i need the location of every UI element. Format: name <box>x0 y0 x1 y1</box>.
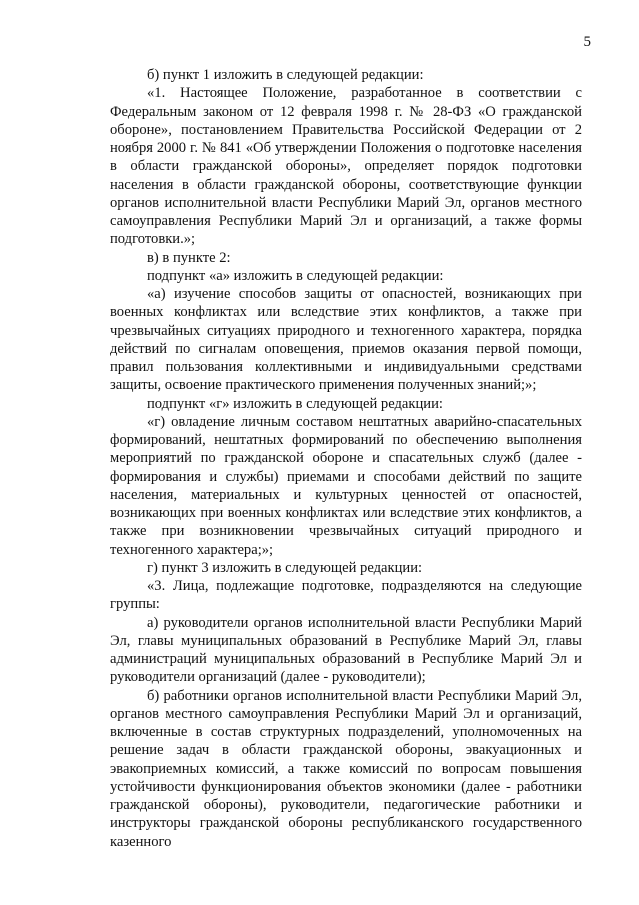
paragraph: б) пункт 1 изложить в следующей редакции: <box>147 67 424 83</box>
document-body <box>110 66 582 851</box>
paragraph: б) работники органов исполнительной власти Республики Марий Эл, органов местного самоуправления Республики Марий Эл и организаций, включенные в состав структурных подразделений, уполномоченных на решение задач в области гражданской обороны, эвакуационных и эвакоприемных комиссий, а также комиссий по вопросам повышения устойчивости функционирования объектов экономики (далее - работники гражданской обороны), руководители, педагогические работники и инструкторы гражданской обороны республиканского государственного казенного <box>110 687 582 850</box>
paragraph: г) пункт 3 изложить в следующей редакции: <box>147 559 423 576</box>
paragraph: «1. Настоящее Положение, разработанное в соответствии с Федеральным законом от 12 февраля 1998 г. № 28-ФЗ «О гражданской обороне», постановлением Правительства Российской Федерации от 2 ноября 2000 г. № 841 «Об утверждении Положения о подготовке населения в области гражданской обороны», определяет порядок подготовки населения в области гражданской обороны, соответствующие функции органов исполнительной власти Республики Марий Эл, органов местного самоуправления Республики Марий Эл и организаций, а также формы подготовки.»; <box>110 85 582 248</box>
paragraph: подпункт «а» изложить в следующей редакции: <box>147 267 444 284</box>
paragraph: «а) изучение способов защиты от опасностей, возникающих при военных конфликтах или вследствие этих конфликтов, а также при чрезвычайных ситуациях природного и техногенного характера, порядка действий по сигналам оповещения, приемов оказания первой помощи, правил пользования коллективными и индивидуальными средствами защиты, освоение практического применения полученных знаний;»; <box>110 286 582 394</box>
paragraph: подпункт «г» изложить в следующей редакции: <box>147 395 443 412</box>
paragraph: «г) овладение личным составом нештатных аварийно-спасательных формирований, нештатных формирований по обеспечению выполнения мероприятий по гражданской обороне и спасательных служб (далее - формирования и службы) приемами и способами действий по защите населения, материальных и культурных ценностей от опасностей, возникающих при военных конфликтах или вследствие этих конфликтов, а также при возникновении чрезвычайных ситуаций природного и техногенного характера;»; <box>110 413 582 558</box>
page-number: 5 <box>583 34 591 50</box>
paragraph: «3. Лица, подлежащие подготовке, подразделяются на следующие группы: <box>110 578 582 613</box>
paragraph: а) руководители органов исполнительной власти Республики Марий Эл, главы муниципальных образований в Республике Марий Эл, главы администраций муниципальных образований в Республике Марий Эл и руководители организаций (далее - руководители); <box>110 614 582 686</box>
paragraph: в) в пункте 2: <box>147 249 231 266</box>
